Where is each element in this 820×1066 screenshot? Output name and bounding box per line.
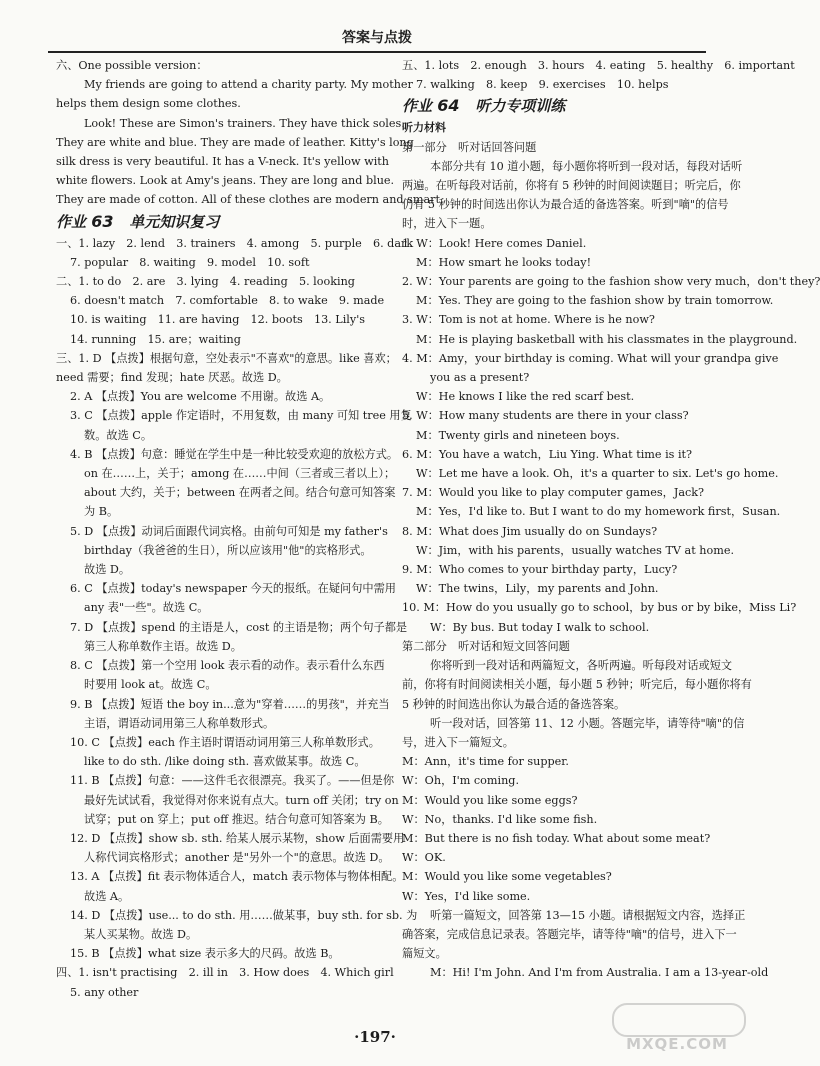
answer-line: 14. D 【点拨】use... to do sth. 用……做某事，buy sth. for sb. 为 [70,908,418,922]
dialogue-line: M：Yes，I'd like to. But I want to do my homework first，Susan. [416,505,781,519]
dialogue-line: M：How smart he looks today! [416,255,592,269]
dialogue-line: 3. W：Tom is not at home. Where is he now? [402,313,655,327]
dialogue-line: M：Yes. They are going to the fashion show by train tomorrow. [416,294,774,308]
dialogue-line: 10. M：How do you usually go to school，by bus or by bike，Miss Li? [402,601,797,615]
answer-line: 8. C 【点拨】第一个空用 look 表示看的动作。表示看什么东西 [70,659,385,673]
text-line: They are white and blue. They are made of leather. Kitty's long [56,135,414,149]
answer-line: 三、1. D 【点拨】根据句意，空处表示"不喜欢"的意思。like 喜欢； [56,351,397,365]
answer-line: 故选 D。 [84,563,131,577]
answer-line: 为 B。 [84,505,119,519]
dialogue-line: 2. W：Your parents are going to the fashion show very much，don't they? [402,275,820,289]
dialogue-line: W：OK. [402,851,446,865]
text-line: helps them design some clothes. [56,97,241,111]
answer-line: 11. B 【点拨】句意：——这件毛衣很漂亮。我买了。——但是你 [70,774,395,788]
answer-line: 五、1. lots 2. enough 3. hours 4. eating 5. healthy 6. important [402,59,795,72]
answer-line: 13. A 【点拨】fit 表示物体适合人，match 表示物体与物体相配。 [70,870,404,884]
answer-line: 时要用 look at。故选 C。 [84,678,217,692]
dialogue-line: 5. W：How many students are there in your class? [402,409,689,423]
dialogue-line: 8. M：What does Jim usually do on Sundays? [402,524,658,538]
text-line: 5 秒钟的时间选出你认为最合适的备选答案。 [402,697,626,711]
answer-line: 3. C 【点拨】apple 作定语时，不用复数，由 many 可知 tree 用复 [70,409,412,423]
text-line: 两遍。在听每段对话前，你将有 5 秒钟的时间阅读题目；听完后，你 [402,179,741,193]
answer-line: 故选 A。 [84,889,130,903]
watermark-logo [612,1003,742,1055]
homework-number: 64 [437,96,460,116]
text-line: 篇短文。 [402,947,447,961]
answer-line: about 大约，关于；between 在两者之间。结合句意可知答案 [84,486,396,500]
text-line: 号，进入下一篇短文。 [402,735,514,749]
answer-line: 第三人称单数作主语。故选 D。 [84,639,242,653]
answer-line: 最好先试试看，我觉得对你来说有点大。turn off 关闭；try on [84,793,399,807]
answer-line: 人称代词宾格形式；another 是"另外一个"的意思。故选 D。 [84,851,390,865]
homework-title: 听力专项训练 [475,97,566,116]
text-line: Look! These are Simon's trainers. They have thick soles. [84,116,405,130]
listening-heading: 听力材料 [402,121,446,135]
dialogue-line: W：By bus. But today I walk to school. [430,620,650,634]
answer-line: 5. D 【点拨】动词后面跟代词宾格。由前句可知是 my father's [70,524,388,538]
answer-line: 四、1. isn't practising 2. ill in 3. How does 4. Which girl [56,966,394,980]
answer-line: 二、1. to do 2. are 3. lying 4. reading 5. looking [56,275,355,289]
part-heading: 第一部分 听对话回答问题 [402,140,537,154]
dialogue-line: 4. M：Amy，your birthday is coming. What will your grandpa give [402,351,779,365]
answer-line: 7. walking 8. keep 9. exercises 10. helps [416,78,669,92]
dialogue-line: 6. M：You have a watch，Liu Ying. What time is it? [402,447,693,461]
answer-line: 试穿；put on 穿上；put off 推迟。结合句意可知答案为 B。 [84,812,389,826]
text-line: 听一段对话，回答第 11、12 小题。答题完毕，请等待"嘀"的信 [430,716,745,730]
answer-line: 5. any other [70,985,139,999]
answer-line: 2. A 【点拨】You are welcome 不用谢。故选 A。 [70,390,331,404]
answer-line: 4. B 【点拨】句意：睡觉在学生中是一种比较受欢迎的放松方式。 [70,447,399,461]
dialogue-line: M：Would you like some eggs? [402,793,578,807]
answer-line: birthday（我爸爸的生日），所以应该用"他"的宾格形式。 [84,543,372,557]
text-line: 仍有 5 秒钟的时间选出你认为最合适的备选答案。听到"嘀"的信号 [402,198,729,212]
homework-prefix: 作业 [56,212,87,231]
answer-line: 14. running 15. are；waiting [70,332,241,346]
homework-number: 63 [91,211,114,231]
text-line: 确答案，完成信息记录表。答题完毕，请等待"嘀"的信号，进入下一 [402,927,737,941]
answer-line: any 表"一些"。故选 C。 [84,601,209,615]
watermark-stamp-icon [612,1003,746,1037]
page-number: ·197· [354,1028,396,1046]
dialogue-line: 7. M：Would you like to play computer games，Jack? [402,486,705,500]
part-heading: 第二部分 听对话和短文回答问题 [402,639,570,653]
text-line: white flowers. Look at Amy's jeans. They are long and blue. [56,174,395,188]
homework-63-heading [56,210,382,234]
dialogue-line: you as a present? [430,371,530,385]
dialogue-line: M：He is playing basketball with his classmates in the playground. [416,332,798,346]
homework-title: 单元知识复习 [129,212,220,231]
answer-line: 7. D 【点拨】spend 的主语是人，cost 的主语是物；两个句子都是 [70,620,408,634]
dialogue-line: 9. M：Who comes to your birthday party，Lucy? [402,563,678,577]
dialogue-line: M：Would you like some vegetables? [402,870,612,884]
watermark-text: MXQE.COM [626,1035,728,1053]
answer-line: 6. doesn't match 7. comfortable 8. to wake 9. made [70,294,385,308]
answer-line: on 在……上，关于；among 在……中间（三者或三者以上）； [84,467,396,481]
answer-line: 一、1. lazy 2. lend 3. trainers 4. among 5. purple 6. dark [56,236,414,250]
dialogue-line: W：Jim，with his parents，usually watches TV at home. [416,543,734,557]
answer-line: 主语，谓语动词用第三人称单数形式。 [84,716,275,730]
text-line: 本部分共有 10 道小题，每小题你将听到一段对话，每段对话听 [430,159,743,173]
dialogue-line: W：Oh，I'm coming. [402,774,520,788]
homework-64-heading [402,94,742,118]
answer-line: 数。故选 C。 [84,428,153,442]
text-line: silk dress is very beautiful. It has a V-neck. It's yellow with [56,155,390,169]
text-line: 你将听到一段对话和两篇短文，各听两遍。听每段对话或短文 [430,659,733,673]
dialogue-line: W：No，thanks. I'd like some fish. [402,812,598,826]
dialogue-line: M：Twenty girls and nineteen boys. [416,428,620,442]
dialogue-line: W：The twins，Lily，my parents and John. [416,582,659,596]
running-header: 答案与点拨 [48,27,706,53]
dialogue-line: M：But there is no fish today. What about some meat? [402,831,711,845]
answer-line: 6. C 【点拨】today's newspaper 今天的报纸。在疑问句中需用 [70,582,396,596]
text-line: 听第一篇短文，回答第 13—15 小题。请根据短文内容，选择正 [430,908,746,922]
dialogue-line: M：Hi! I'm John. And I'm from Australia. I am a 13-year-old [430,966,769,980]
text-line: 前，你将有时间阅读相关小题，每小题 5 秒钟；听完后，每小题你将有 [402,678,752,692]
answer-line: 10. C 【点拨】each 作主语时谓语动词用第三人称单数形式。 [70,735,380,749]
text-line: My friends are going to attend a charity party. My mother [84,78,413,92]
dialogue-line: 1. W：Look! Here comes Daniel. [402,236,587,250]
answer-line: 某人买某物。故选 D。 [84,927,198,941]
text-line: They are made of cotton. All of these clothes are modern and smart. [56,193,444,207]
answer-line: 15. B 【点拨】what size 表示多大的尺码。故选 B。 [70,947,340,961]
answer-line: 7. popular 8. waiting 9. model 10. soft [70,255,310,269]
dialogue-line: M：Ann，it's time for supper. [402,755,569,769]
text-line: 时，进入下一题。 [402,217,492,231]
dialogue-line: W：Yes，I'd like some. [402,889,531,903]
section6-heading: 六、One possible version： [56,59,208,72]
homework-prefix: 作业 [402,97,433,116]
dialogue-line: W：Let me have a look. Oh，it's a quarter to six. Let's go home. [416,467,779,481]
answer-line: 12. D 【点拨】show sb. sth. 给某人展示某物，show 后面需要用 [70,831,405,845]
answer-line: like to do sth. /like doing sth. 喜欢做某事。故选 C。 [84,755,366,769]
answer-line: need 需要；find 发现；hate 厌恶。故选 D。 [56,371,288,385]
answer-line: 10. is waiting 11. are having 12. boots 13. Lily's [70,313,366,327]
right-column [402,56,820,983]
dialogue-line: W：He knows I like the red scarf best. [416,390,635,404]
answer-line: 9. B 【点拨】短语 the boy in...意为"穿着……的男孩"，并充当 [70,697,390,711]
